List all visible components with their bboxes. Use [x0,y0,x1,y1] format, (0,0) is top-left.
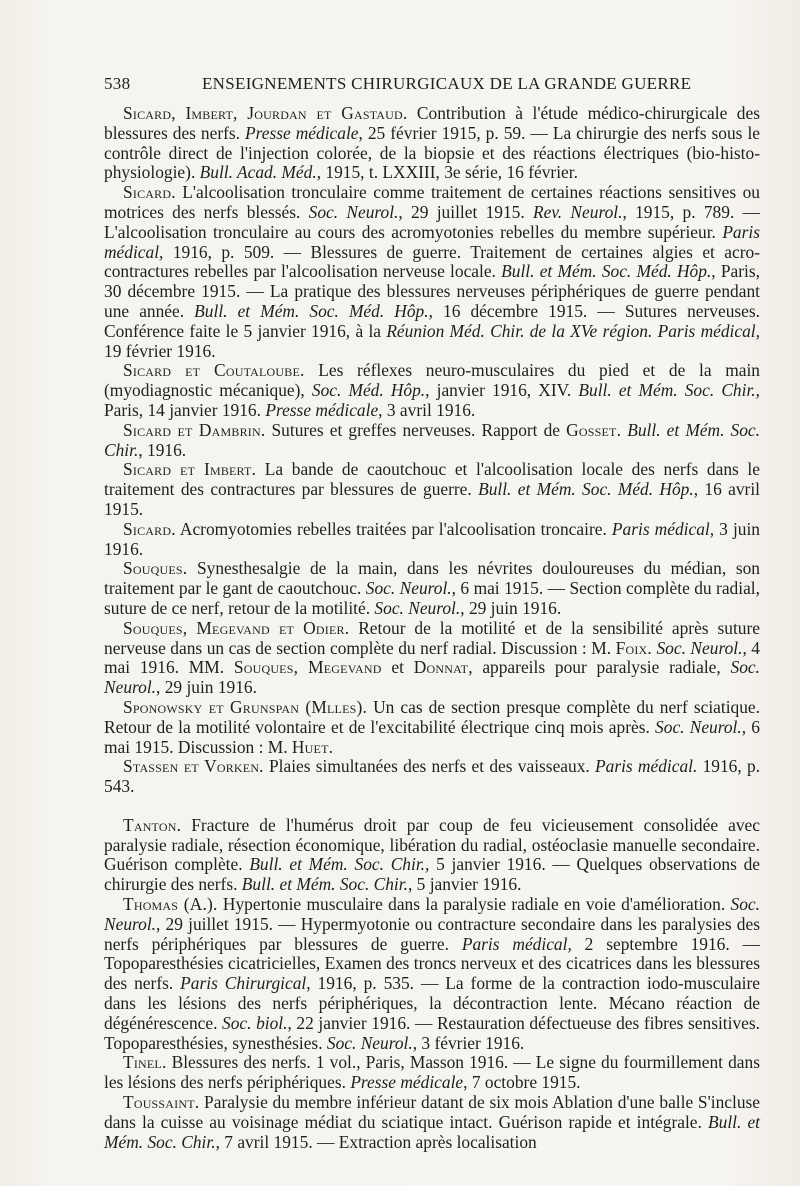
entry-authors: Sicard, Imbert, Jourdan et Gastaud. [123,103,408,123]
bib-entry-tinel [104,1053,760,1093]
entry-text: L'alcoolisation tronculaire comme traitement de certaines réactions sensitives ou motrices des nerfs blessés. [104,182,760,222]
entry-source: Soc. Neurol. [655,716,742,737]
entry-text: , Paris, 30 décembre 1915. — La pratique des blessures nerveuses périphériques de guerre pendant une année. [104,261,761,321]
bib-entry-sicard-dambrin [104,421,760,461]
entry-authors: Sicard et Coutaloube. [123,360,305,381]
bib-entry-sicard-2 [104,520,760,560]
entry-text: Acromyotomies rebelles traitées par l'alcoolisation troncaire. [175,518,612,539]
entry-source: Soc. Neurol. [104,657,760,698]
page-header [104,74,764,96]
page-number: 538 [104,74,131,93]
entry-source: Paris médical, [611,518,715,539]
entry-text: , Paris, 14 janvier 1916. [104,380,760,420]
entry-authors: Tinel. [123,1052,167,1073]
bib-entry-stassen-vorken [104,757,760,797]
entry-text: , appareils pour paralysie radiale, [468,657,731,678]
entry-source: Soc. Neurol. [308,201,399,222]
entry-text: , 22 janvier 1916. — Restauration défectueuse des fibres sensitives. Topoparesthésies, synesthésies. [104,1012,760,1053]
entry-text: Blessures des nerfs. 1 vol., Paris, Masson 1916. — Le signe du fourmillement dans les lésions des nerfs périphériques. [104,1052,760,1093]
entry-source: Soc. Neurol. [374,597,461,618]
entry-person-name: Foix. [615,637,652,658]
bib-entry-sicard [104,183,760,361]
entry-source: Bull. et Mém. Soc. Méd. Hôp. [501,261,712,282]
bib-entry-sicard-coutaloube [104,361,760,420]
entry-source: Bull. et Mém. Soc. Chir. [241,874,408,895]
entry-text: , 16 avril 1915. [104,479,760,519]
entry-source: Paris médical, [461,933,572,954]
entry-source: Bull. Acad. Méd. [199,162,317,183]
entry-text: , janvier 1916, XIV. [425,380,579,401]
entry-text: , 29 juin 1916. [156,677,257,698]
entry-source: Bull. et Mém. Soc. Chir. [249,854,426,875]
entry-source: Soc. Neurol. [326,1032,413,1053]
entry-authors: Souques. [123,558,188,579]
bib-entry-thomas [104,895,760,1053]
entry-source: Paris Chirurgical [180,973,307,994]
entry-text: , 5 janvier 1916. — Quelques observations de chirurgie des nerfs. [104,854,760,895]
entry-text: Fracture de l'humérus droit par coup de feu vicieusement consolidée avec paralysie radiale, résection économique, libération du radial, ostéoclasie manuelle secondaire. Guérison complète. [104,814,760,875]
section-gap [104,797,760,816]
entry-text: 3 juin 1916. [104,518,760,559]
bib-entry-toussaint [104,1093,760,1152]
entry-text: , 7 octobre 1915. [463,1072,581,1093]
entry-authors: Sicard et Dambrin. [123,419,266,440]
entry-text: , 5 janvier 1916. [407,874,522,895]
entry-source: Soc. Neurol. [104,894,760,934]
entry-authors: Sicard. [123,518,176,539]
entry-text: Sutures et greffes nerveuses. Rapport de [265,419,567,440]
entry-text: 3 avril 1916. [382,399,476,420]
entry-text: , 6 mai 1915. Discussion : M. [104,716,760,757]
entry-text: 19 février 1916. [104,340,216,361]
entry-authors: Toussaint. [123,1092,200,1113]
entry-text: et [381,657,414,678]
entry-text: Un cas de section presque complète du nerf sciatique. Retour de la motilité volontaire et de l'excitabilité électrique cinq mois après. [104,696,760,737]
entry-source: Bull. et Mém. Soc. Chir. [104,1111,760,1152]
entry-text: , 4 mai 1916. MM. [104,637,761,678]
entry-text: Les réflexes neuro-musculaires du pied et de la main (myodiagnostic mécanique), [104,360,760,401]
entry-source: Bull. et Mém. Soc. Chir. [578,380,756,401]
entry-text: Contribution à l'étude médico-chirurgicale des blessures des nerfs. [104,103,760,143]
entry-authors: Sicard. [123,182,176,203]
entry-text: , 16 décembre 1915. — Sutures nerveuses. Conférence faite le 5 janvier 1916, à la [104,300,760,341]
entry-source: Paris médical. [595,756,698,777]
entry-text: Paralysie du membre inférieur datant de six mois Ablation d'une balle S'incluse dans la cuisse au voisinage médiat du sciatique intact. Guérison rapide et intégrale. [104,1092,760,1132]
entry-person-name: Huet. [291,736,334,757]
entry-text: La bande de caoutchouc et l'alcoolisation locale des nerfs dans le traitement des contractures par blessures de guerre. [104,459,760,500]
entry-source: Presse médicale, [265,399,383,420]
entry-authors: Sponowsky et Grunspan (Mlles). [123,696,368,717]
entry-source: Paris médical, [104,221,760,262]
bib-entry-sponowsky-grunspan [104,698,760,757]
entry-source: Bull. et Mém. Soc. Méd. Hôp. [478,479,694,500]
entry-text: Hypertonie musculaire dans la paralysie radiale en voie d'amélioration. [217,894,731,915]
entry-text: , 29 juin 1916. [460,597,562,618]
entry-source: Soc. Méd. Hôp. [311,380,426,401]
bib-entry-sicard-imbert-jourdan-gastaud [104,104,760,183]
entry-authors: Tanton. [123,814,182,835]
entry-text: 1916, p. 543. [104,756,761,797]
entry-person-name: Souques, Megevand [233,657,382,678]
bib-entry-sicard-imbert [104,460,760,519]
entry-text: 2 septembre 1916. — Topoparesthésies cicatricielles, Examen des troncs nerveux et des cicatrices dans les blessures des nerfs. [104,933,760,994]
bib-entry-souques-megevand-odier [104,619,760,698]
entry-authors: Stassen et Vorken. [123,756,264,777]
entry-text: , 1916, p. 535. — La forme de la contraction iodo-musculaire dans les lésions des nerfs périphériques, la décontraction lente. Mécano réaction de dégénérescence. [104,973,760,1033]
entry-source: Presse médicale [245,122,359,143]
entry-text: , 7 avril 1915. — Extraction après localisation [215,1131,537,1152]
entry-text: Retour de la motilité et de la sensibilité après suture nerveuse dans un cas de section complète du nerf radial. Discussion : M. [104,617,760,658]
entry-text: , 25 février 1915, p. 59. — La chirurgie des nerfs sous le contrôle direct de l'injection colorée, de la biopsie et des réactions électriques (bio-histo-physiologie). [104,122,760,183]
entry-authors: Sicard et Imbert. [123,459,257,480]
bib-entry-tanton [104,816,760,895]
entry-source: Rev. Neurol. [533,201,623,222]
entry-source: Bull. et Mém. Soc. Méd. Hôp. [194,300,429,321]
entry-text: , 29 juillet 1915. — Hypermyotonie ou contracture secondaire dans les paralysies des nerfs périphériques par blessures de guerre. [104,913,760,954]
entry-person-name: Donnat [413,657,469,678]
entry-text: , 29 juillet 1915. [398,201,534,222]
entry-source: Bull. et Mém. Soc. Chir. [104,419,760,460]
entry-source: Soc. Neurol. [656,637,743,658]
bibliography [104,104,760,1152]
entry-text: , 1915, p. 789. — L'alcoolisation tronculaire au cours des acromyotonies rebelles du membre supérieur. [104,201,760,242]
entry-text: , 1915, t. LXXIII, 3e série, 16 février. [316,162,578,183]
entry-authors: Thomas (A.). [123,894,218,915]
entry-source: Soc. biol. [222,1012,288,1033]
entry-text: , 1916. [138,439,187,460]
bib-entry-souques [104,559,760,618]
entry-source: Soc. Neurol. [365,578,452,599]
entry-source: Presse médicale [350,1072,464,1093]
running-title: ENSEIGNEMENTS CHIRURGICAUX DE LA GRANDE GUERRE [202,74,692,93]
entry-text: , 6 mai 1915. — Section complète du radial, suture de ce nerf, retour de la motilité. [104,578,760,618]
entry-text: 1916, p. 509. — Blessures de guerre. Traitement de certaines algies et acro-contractures rebelles par l'alcoolisation nerveuse locale. [104,241,760,282]
entry-text: Synesthesalgie de la main, dans les névrites douloureuses du médian, son traitement par le gant de caoutchouc. [104,558,760,599]
entry-text: , 3 février 1916. [412,1032,525,1053]
entry-authors: Souques, Megevand et Odier. [123,617,350,638]
entry-person-name: Gosset. [566,419,622,440]
entry-source: Réunion Méd. Chir. de la XVe région. Paris médical, [386,320,760,341]
entry-text: Plaies simultanées des nerfs et des vaisseaux. [263,756,595,777]
